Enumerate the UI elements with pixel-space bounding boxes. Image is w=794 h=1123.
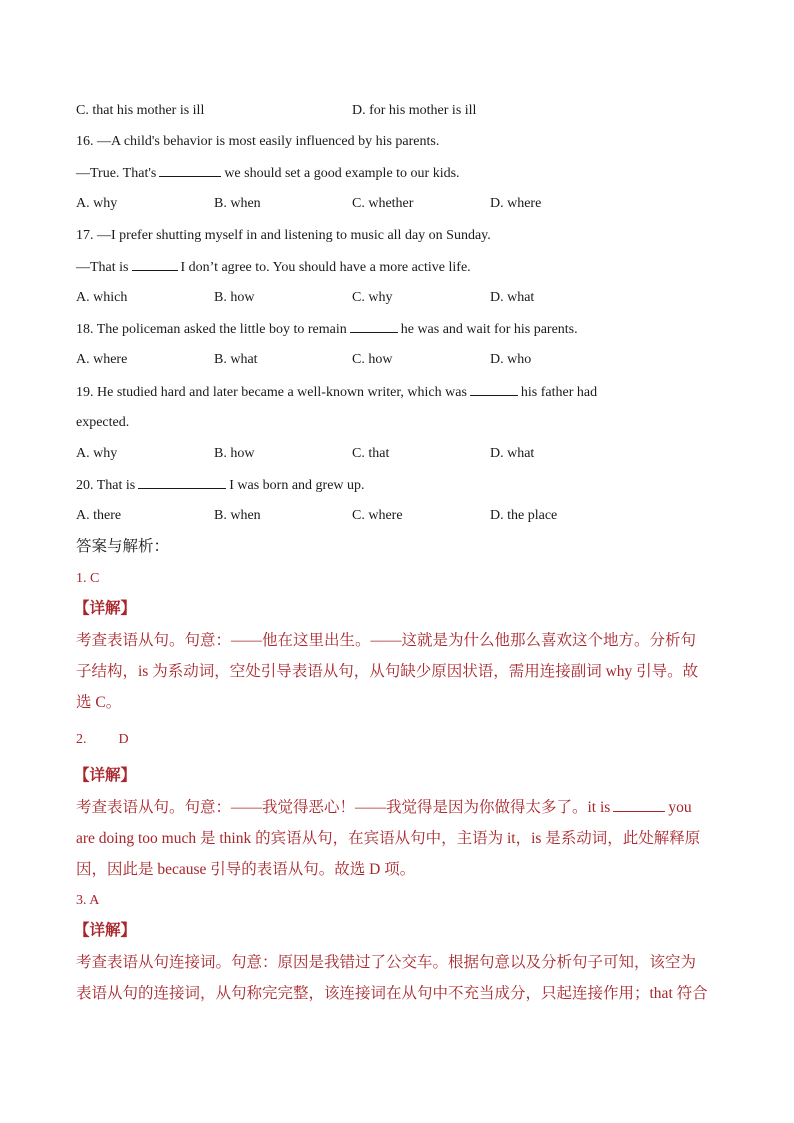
- q19-stem-post: his father had: [520, 385, 598, 400]
- q20-blank: [138, 476, 226, 489]
- q19-blank: [470, 383, 518, 396]
- answer-3-tag: 【详解】: [74, 922, 137, 939]
- q19-option-d: D. what: [490, 446, 535, 461]
- q19-stem: [76, 383, 597, 402]
- q19-option-c: C. that: [352, 446, 390, 461]
- q17-reply-pre: —That is: [76, 260, 129, 275]
- q17-option-d: D. what: [490, 290, 535, 305]
- q20-option-d: D. the place: [490, 508, 558, 523]
- q18-blank: [350, 320, 398, 333]
- answer-3-line-2: 表语从句的连接词，从句称完完整，该连接词在从句中不充当成分，只起连接作用；that 符合: [76, 985, 708, 1002]
- q17-stem: 17. —I prefer shutting myself in and listening to music all day on Sunday.: [76, 228, 491, 243]
- q20-option-b: B. when: [214, 508, 261, 523]
- q16-stem: 16. —A child's behavior is most easily influenced by his parents.: [76, 134, 440, 149]
- q17-option-b: B. how: [214, 290, 255, 305]
- q19-stem-pre: 19. He studied hard and later became a well-known writer, which was: [76, 385, 467, 400]
- q15-option-d: D. for his mother is ill: [352, 103, 477, 118]
- q15-option-c: C. that his mother is ill: [76, 103, 205, 118]
- answer-1-number: 1. C: [76, 571, 100, 586]
- q16-option-c: C. whether: [352, 196, 414, 211]
- q18-stem: [76, 320, 578, 339]
- answer-2-line-2: are doing too much 是 think 的宾语从句，在宾语从句中，主语为 it，is 是系动词，此处解释原: [76, 830, 701, 847]
- answer-2-line-1-pre: 考查表语从句。句意：——我觉得恶心！——我觉得是因为你做得太多了。it is: [76, 799, 611, 816]
- q20-stem-post: I was born and grew up.: [229, 478, 365, 493]
- q18-option-c: C. how: [352, 352, 393, 367]
- q17-blank: [132, 258, 178, 271]
- q16-reply-pre: —True. That's: [76, 166, 157, 181]
- answer-2-tag: 【详解】: [74, 767, 137, 784]
- answer-2-letter: D: [118, 732, 129, 747]
- q20-stem: [76, 476, 365, 495]
- q18-stem-pre: 18. The policeman asked the little boy to remain: [76, 322, 347, 337]
- answer-2-blank: [613, 799, 665, 812]
- answer-2-line-1: [76, 798, 726, 818]
- q16-reply-post: we should set a good example to our kids.: [224, 166, 460, 181]
- q16-reply: [76, 164, 460, 183]
- q16-option-a: A. why: [76, 196, 118, 211]
- answer-2-line-1-post: you: [668, 799, 692, 816]
- q18-option-a: A. where: [76, 352, 128, 367]
- q17-option-c: C. why: [352, 290, 393, 305]
- q16-option-d: D. where: [490, 196, 542, 211]
- q19-option-b: B. how: [214, 446, 255, 461]
- q17-option-a: A. which: [76, 290, 128, 305]
- q16-option-b: B. when: [214, 196, 261, 211]
- answer-2-num: 2.: [76, 732, 87, 747]
- answer-1-line-3: 选 C。: [76, 694, 122, 711]
- q18-option-d: D. who: [490, 352, 532, 367]
- q17-reply-post: I don’t agree to. You should have a more active life.: [180, 260, 471, 275]
- answer-1-line-2: 子结构，is 为系动词，空处引导表语从句，从句缺少原因状语，需用连接副词 why 引导。故: [76, 663, 699, 680]
- q19-stem-cont: expected.: [76, 415, 130, 430]
- answer-1-line-1: 考查表语从句。句意：——他在这里出生。——这就是为什么他那么喜欢这个地方。分析句: [76, 632, 697, 649]
- q18-option-b: B. what: [214, 352, 258, 367]
- answer-1-tag: 【详解】: [74, 600, 137, 617]
- answer-2-line-3: 因，因此是 because 引导的表语从句。故选 D 项。: [76, 861, 416, 878]
- q20-option-a: A. there: [76, 508, 122, 523]
- answer-3-line-1: 考查表语从句连接词。句意：原因是我错过了公交车。根据句意以及分析句子可知，该空为: [76, 954, 697, 971]
- answers-heading: 答案与解析：: [76, 538, 170, 555]
- q18-stem-post: he was and wait for his parents.: [400, 322, 578, 337]
- answer-3-number: 3. A: [76, 893, 100, 908]
- q19-option-a: A. why: [76, 446, 118, 461]
- q16-blank: [159, 164, 221, 177]
- q17-reply: [76, 258, 471, 277]
- q20-option-c: C. where: [352, 508, 403, 523]
- answer-2-number: [76, 731, 129, 749]
- q20-stem-pre: 20. That is: [76, 478, 136, 493]
